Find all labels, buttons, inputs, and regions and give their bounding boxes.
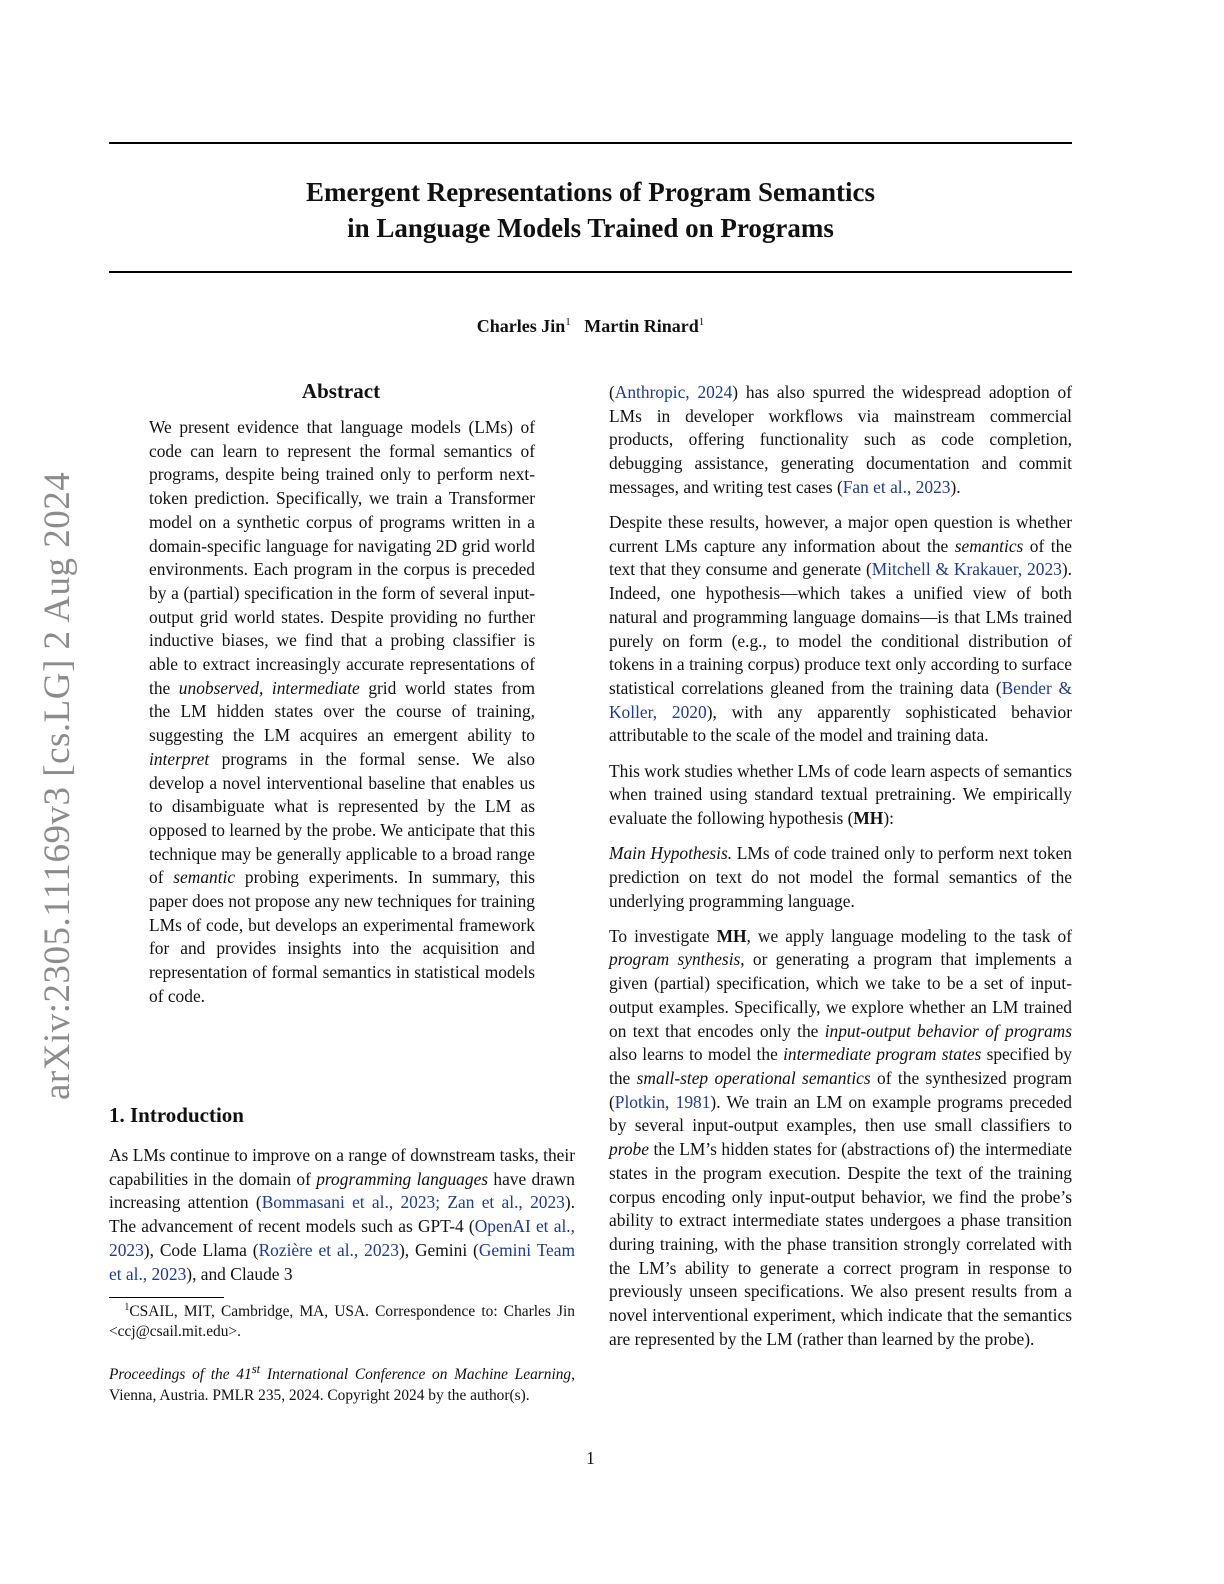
author-list [109,316,1072,337]
right-column [609,381,1072,1363]
paragraph: Despite these results, however, a major open question is whether current LMs capture any information about the semantics of the text that they consume and generate (Mitchell & Krakauer, 2023). Indeed, one hypothesis—which takes a unified view of both natural and programming language domains—is that LMs trained purely on form (e.g., to model the conditional distribution of tokens in a training corpus) produce text only according to surface statistical correlations gleaned from the training data (Bender & Koller, 2020), with any apparently sophisticated behavior attributable to the scale of the model and training data. [609,512,1073,746]
citation-link[interactable]: Mitchell & Krakauer, 2023 [871,559,1062,580]
citation-link[interactable]: Fan et al., 2023 [842,476,951,497]
citation-link[interactable]: Bommasani et al., 2023; Zan et al., 2023 [261,1192,565,1213]
author-name: Martin Rinard [584,316,699,336]
paragraph: (Anthropic, 2024) has also spurred the widespread adoption of LMs in developer workflows via mainstream commercial products, offering functionality such as code completion, debugging assistance, generating documentation and commit messages, and writing test cases (Fan et al., 2023). [609,382,1073,497]
main-hypothesis: Main Hypothesis. LMs of code trained only to perform next token prediction on text do not model the formal semantics of the underlying programming language. [609,843,1072,911]
author-affiliation-mark: 1 [698,316,705,328]
introduction-paragraph: As LMs continue to improve on a range of downstream tasks, their capabilities in the domain of programming languages have drawn increasing attention (Bommasani et al., 2023; Zan et al., 2023). The advancement of recent models such as GPT-4 (OpenAI et al., 2023), Code Llama (Rozière et al., 2023), Gemini (Gemini Team et al., 2023), and Claude 3 [109,1145,575,1284]
paragraph: This work studies whether LMs of code learn aspects of semantics when trained using standard textual pretraining. We empirically evaluate the following hypothesis (MH): [609,760,1072,828]
proceedings-note: Proceedings of the 41st International Conference on Machine Learning, Vienna, Austria. PMLR 235, 2024. Copyright 2024 by the author(s). [109,1362,575,1404]
top-rule [109,142,1072,144]
abstract-body: We present evidence that language models (LMs) of code can learn to represent the formal semantics of programs, despite being trained only to perform next-token prediction. Specifically, we train a Transformer model on a synthetic corpus of programs written in a domain-specific language for navigating 2D grid world environments. Each program in the corpus is preceded by a (partial) specification in the form of several input-output grid world states. Despite providing no further inductive biases, we find that a probing classifier is able to extract increasingly accurate representations of the unobserved, intermediate grid world states from the LM hidden states over the course of training, suggesting the LM acquires an emergent ability to interpret programs in the formal sense. We also develop a novel interventional baseline that enables us to disambiguate what is represented by the LM as opposed to learned by the probe. We anticipate that this technique may be generally applicable to a broad range of semantic probing experiments. In summary, this paper does not propose any new techniques for training LMs of code, but develops an experimental framework for and provides insights into the acquisition and representation of formal semantics in statistical models of code. [149,417,536,1006]
citation-link[interactable]: Plotkin, 1981 [614,1091,711,1112]
arxiv-stamp: arXiv:2305.11169v3 [cs.LG] 2 Aug 2024 [37,471,78,1100]
author-affiliation-mark: 1 [565,316,571,328]
citation-link[interactable]: Rozière et al., 2023 [258,1239,399,1260]
citation-link[interactable]: OpenAI et al., 2023 [109,1216,575,1260]
section-heading-introduction: 1. Introduction [109,1103,244,1127]
paragraph: To investigate MH, we apply language modeling to the task of program synthesis, or generating a program that implements a given (partial) specification, which we take to be a set of input-output examples. Specifically, we explore whether an LM trained on text that encodes only the input-output behavior of programs also learns to model the intermediate program states specified by the small-step operational semantics of the synthesized program (Plotkin, 1981). We train an LM on example programs preceded by several input-output examples, then use small classifiers to probe the LM’s hidden states for (abstractions of) the intermediate states in the program execution. Despite the text of the training corpus encoding only input-output behavior, we find the probe’s ability to extract intermediate states undergoes a phase transition during training, with the phase transition strongly correlated with the LM’s ability to generate a correct program in response to previously unseen specifications. We also present results from a novel interventional experiment, which indicate that the semantics are represented by the LM (rather than learned by the probe). [609,925,1072,1349]
page-number: 1 [586,1448,595,1468]
bottom-title-rule [109,271,1072,273]
abstract-heading: Abstract [301,379,381,403]
citation-link[interactable]: Anthropic, 2024 [614,382,733,402]
citation-link[interactable]: Bender & Koller, 2020 [609,677,1072,722]
affiliation-footnote: $^1$CSAIL, MIT, Cambridge, MA, USA. Correspondence to: Charles Jin <ccj@csail.mit.edu>. [109,1302,575,1341]
paper-title-line-1: Emergent Representations of Program Semantics [306,177,875,207]
author-name: Charles Jin [476,316,566,336]
paper-title-line-2: in Language Models Trained on Programs [347,213,834,243]
citation-link[interactable]: Gemini Team et al., 2023 [109,1239,575,1284]
